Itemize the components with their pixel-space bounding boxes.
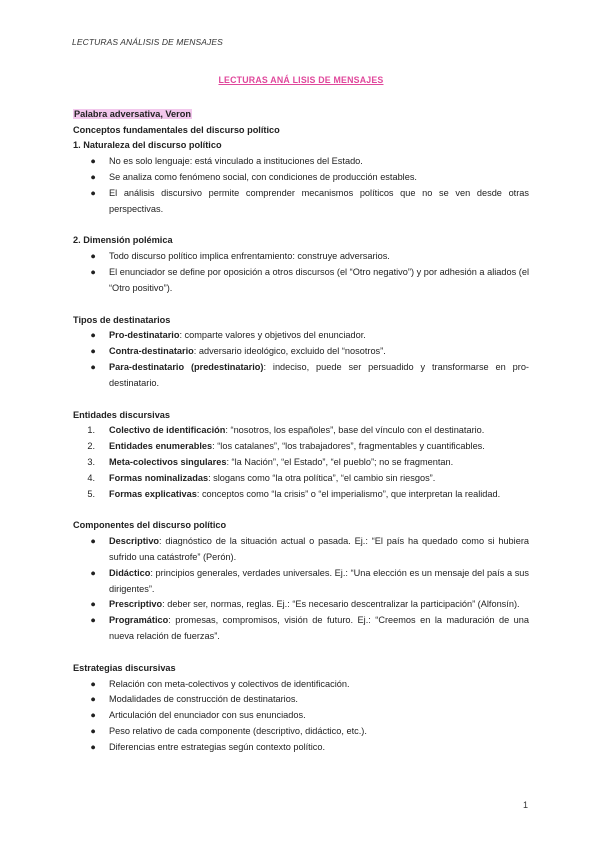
bullet-icon: ●	[90, 694, 96, 705]
bullet-icon: ●	[90, 251, 96, 262]
list-number: 2.	[87, 441, 95, 452]
section2-list	[73, 249, 529, 296]
destinatarios-heading: Tipos de destinatarios	[73, 314, 171, 325]
bullet-icon: ●	[90, 266, 96, 277]
list-item: ● Contra-destinatario: adversario ideológico, excluido del “nosotros”.	[73, 344, 529, 360]
estrategias-list	[73, 677, 529, 756]
list-item: ● Relación con meta-colectivos y colectivos de identificación.	[73, 677, 529, 693]
document-subtitle: Conceptos fundamentales del discurso político	[73, 124, 280, 135]
bullet-icon: ●	[90, 346, 96, 357]
bullet-icon: ●	[90, 615, 96, 626]
list-item: 2. Entidades enumerables: “los catalanes”, “los trabajadores”, fragmentables y cuantificables.	[73, 439, 529, 455]
list-item: ● Para-destinatario (predestinatario): indeciso, puede ser persuadido y transformarse en pro-destinatario.	[73, 360, 529, 392]
list-item: ● Didáctico: principios generales, verdades universales. Ej.: “Una elección es un mensaje del país a sus dirigentes”.	[73, 566, 529, 598]
highlighted-heading	[73, 107, 529, 123]
bullet-icon: ●	[90, 710, 96, 721]
bullet-icon: ●	[90, 187, 96, 198]
list-item: ● Descriptivo: diagnóstico de la situación actual o pasada. Ej.: “El país ha quedado como si hubiera sufrido una catástrofe” (Perón).	[73, 534, 529, 566]
bullet-icon: ●	[90, 599, 96, 610]
term: Entidades enumerables	[109, 441, 213, 452]
section2-heading: 2. Dimensión polémica	[73, 235, 173, 246]
list-number: 1.	[87, 425, 95, 436]
componentes-heading: Componentes del discurso político	[73, 520, 227, 531]
term: Formas explicativas	[109, 488, 197, 499]
document-body	[73, 73, 529, 755]
term: Programático	[109, 615, 169, 626]
list-number: 4.	[87, 472, 95, 483]
list-item: ● Articulación del enunciador con sus enunciados.	[73, 708, 529, 724]
term: Didáctico	[109, 567, 151, 578]
bullet-icon: ●	[90, 678, 96, 689]
entidades-heading: Entidades discursivas	[73, 409, 171, 420]
document-title: LECTURAS ANÁ LISIS DE MENSAJES	[218, 75, 384, 85]
section1-heading: 1. Naturaleza del discurso político	[73, 140, 222, 151]
term: Colectivo de identificación	[109, 425, 226, 436]
bullet-icon: ●	[90, 567, 96, 578]
estrategias-heading: Estrategias discursivas	[73, 662, 176, 673]
list-item: ● No es solo lenguaje: está vinculado a instituciones del Estado.	[73, 154, 529, 170]
list-item: ● El análisis discursivo permite comprender mecanismos políticos que no se ven desde otras perspectivas.	[73, 186, 529, 218]
list-item: ● Se analiza como fenómeno social, con condiciones de producción estables.	[73, 170, 529, 186]
list-number: 3.	[87, 456, 95, 467]
page-number: 1	[522, 800, 528, 810]
bullet-icon: ●	[90, 361, 96, 372]
list-item: 3. Meta-colectivos singulares: “la Nación”, “el Estado”, “el pueblo”; no se fragmentan.	[73, 455, 529, 471]
list-item: 4. Formas nominalizadas: slogans como “la otra política”, “el cambio sin riesgos”.	[73, 471, 529, 487]
term: Contra-destinatario	[109, 346, 194, 357]
list-item: ● Diferencias entre estrategias según contexto político.	[73, 740, 529, 756]
term: Formas nominalizadas	[109, 472, 209, 483]
term: Para-destinatario (predestinatario)	[109, 361, 264, 372]
bullet-icon: ●	[90, 156, 96, 167]
section1-list	[73, 154, 529, 217]
destinatarios-list	[73, 328, 529, 391]
highlighted-heading-text: Palabra adversativa, Veron	[74, 108, 191, 119]
list-item: 5. Formas explicativas: conceptos como “la crisis” o “el imperialismo”, que interpretan la realidad.	[73, 487, 529, 503]
list-item: ● Modalidades de construcción de destinatarios.	[73, 692, 529, 708]
list-number: 5.	[87, 488, 95, 499]
term: Meta-colectivos singulares	[109, 456, 227, 467]
bullet-icon: ●	[90, 725, 96, 736]
term: Descriptivo	[109, 536, 160, 547]
list-item: ● Programático: promesas, compromisos, visión de futuro. Ej.: “Creemos en la maduración de una nueva relación de fuerzas”.	[73, 613, 529, 645]
bullet-icon: ●	[90, 741, 96, 752]
bullet-icon: ●	[90, 536, 96, 547]
term: Prescriptivo	[109, 599, 163, 610]
list-item: ● Peso relativo de cada componente (descriptivo, didáctico, etc.).	[73, 724, 529, 740]
list-item: ● El enunciador se define por oposición a otros discursos (el “Otro negativo”) y por adhesión a aliados (el “Otro positivo”).	[73, 265, 529, 297]
bullet-icon: ●	[90, 330, 96, 341]
entidades-list	[73, 423, 529, 502]
list-item: 1. Colectivo de identificación: “nosotros, los españoles”, base del vínculo con el destinatario.	[73, 423, 529, 439]
componentes-list	[73, 534, 529, 645]
running-header: LECTURAS ANÁLISIS DE MENSAJES	[72, 37, 223, 47]
list-item: ● Pro-destinatario: comparte valores y objetivos del enunciador.	[73, 328, 529, 344]
list-item: ● Todo discurso político implica enfrentamiento: construye adversarios.	[73, 249, 529, 265]
term: Pro-destinatario	[109, 330, 180, 341]
bullet-icon: ●	[90, 171, 96, 182]
list-item: ● Prescriptivo: deber ser, normas, reglas. Ej.: “Es necesario descentralizar la participación” (Alfonsín).	[73, 597, 529, 613]
